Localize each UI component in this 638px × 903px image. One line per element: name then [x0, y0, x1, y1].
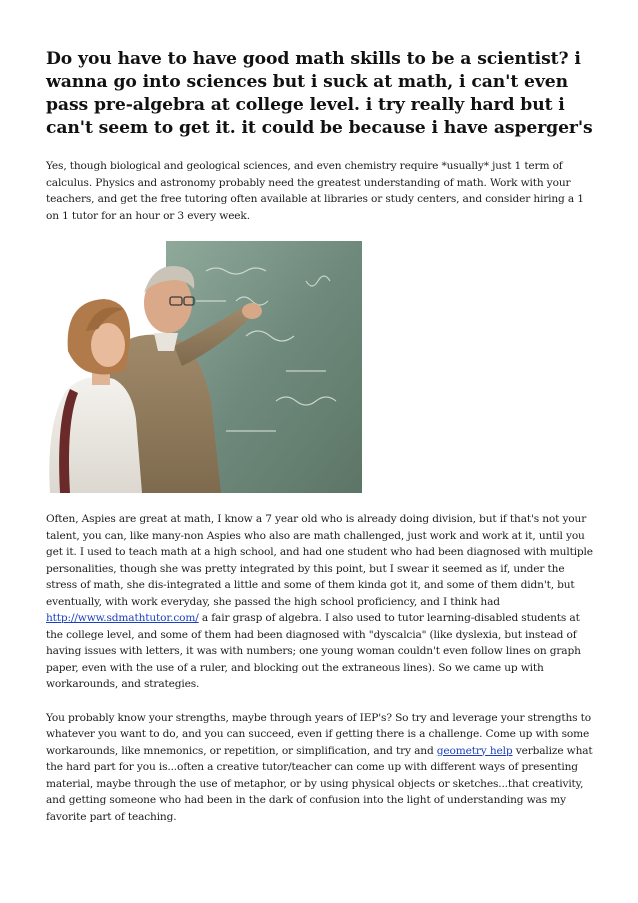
sdmathtutor-link[interactable]: http://www.sdmathtutor.com/ [46, 612, 199, 624]
paragraph-intro: Yes, though biological and geological sciences, and even chemistry require *usually* just 1 term of calculus. Physics and astronomy probably need the greatest understanding of math. Work with your teachers, and get the free tutoring often available at libraries or study centers, and consider hiring a 1 on 1 tutor for an hour or 3 every week. [46, 160, 584, 222]
paragraph-advice-text-1: You probably know your strengths, maybe through years of IEP's? So try and leverage your strengths to whatever you want to do, and you can succeed, even if getting there is a challenge. Come up with some workarounds, like mnemonics, or repetition, or simplification, and try and [46, 711, 591, 757]
geometry-help-link[interactable]: geometry help [436, 744, 513, 757]
page-title: Do you have to have good math skills to be a scientist? i wanna go into sciences but i suck at math, i can't even pass pre-algebra at college level. i try really hard but i can't seem to get it. it could be because i have asperger's [46, 49, 593, 138]
paragraph-advice [46, 710, 598, 826]
paragraph-experience [46, 511, 598, 693]
teacher-student-chalkboard-photo [46, 241, 362, 493]
document-page [46, 48, 598, 842]
paragraph-experience-text-1: Often, Aspies are great at math, I know a 7 year old who is already doing division, but if that's not your talent, you can, like many-non Aspies who also are math challenged, just work and work at it, until you get it. I used to teach math at a high school, and had one student who had been diagnosed with multiple personalities, though she was pretty integrated by this point, but I swear it seemed as if, under the stress of math, she dis-integrated a little and some of them kinda got it, and some of them didn't, but eventually, with work everyday, she passed the high school proficiency, and I think had [46, 513, 593, 608]
paragraph-experience-text-2: a fair grasp of algebra. I also used to tutor learning-disabled students at the college level, and some of them had been diagnosed with "dyscalcia" (like dyslexia, but instead of having issues with letters, it was with numbers; one young woman couldn't even follow lines on graph paper, even with the use of a ruler, and blocking out the extraneous lines). So we came up with workarounds, and strategies. [46, 612, 581, 690]
paragraph-advice-text-2: verbalize what the hard part for you is...often a creative tutor/teacher can come up with different ways of presenting material, maybe through the use of metaphor, or by using physical objects or sketches...that creativity, and getting someone who had been in the dark of confusion into the light of understanding was my favorite part of teaching. [46, 744, 593, 823]
